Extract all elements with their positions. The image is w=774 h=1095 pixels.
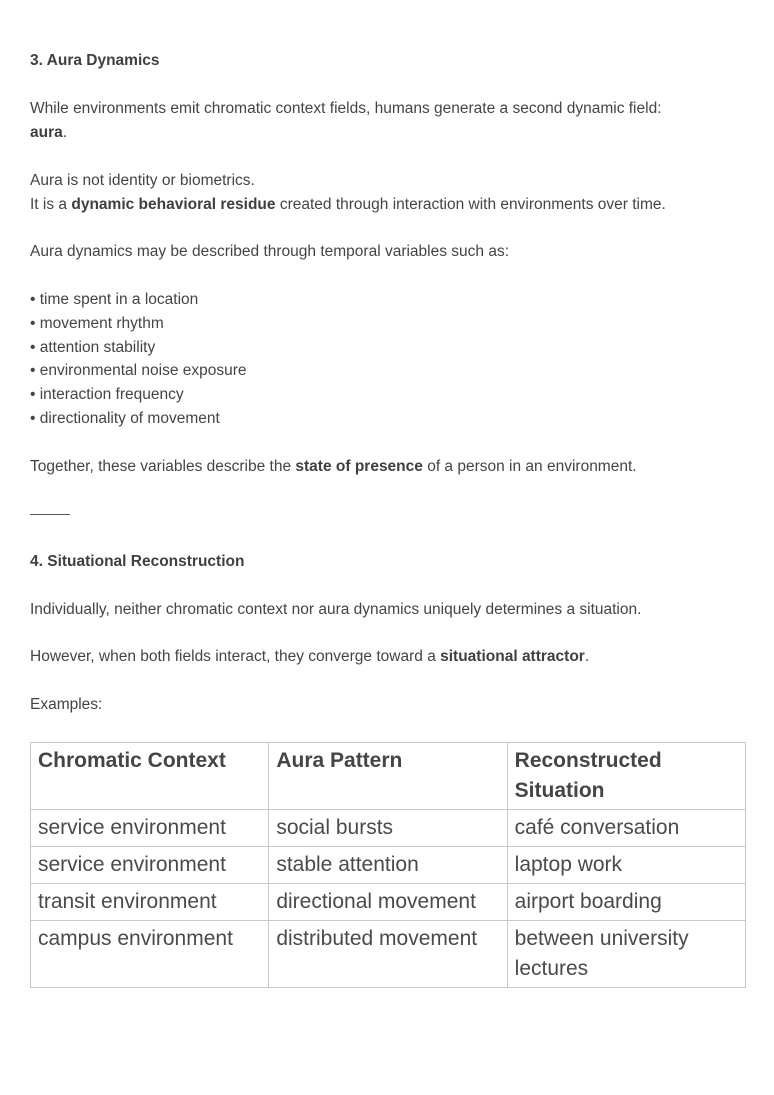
list-item: • directionality of movement	[30, 410, 220, 427]
examples-label: Examples:	[30, 696, 103, 713]
table-row	[31, 884, 746, 921]
table-cell: campus environment	[31, 921, 269, 988]
table-header-row	[31, 743, 746, 810]
section-heading-aura-dynamics: 3. Aura Dynamics	[30, 52, 160, 69]
situation-paragraph-1: Individually, neither chromatic context nor aura dynamics uniquely determines a situation.	[30, 601, 642, 618]
situation-examples-table	[30, 742, 746, 988]
table-cell: directional movement	[269, 884, 507, 921]
table-cell: social bursts	[269, 810, 507, 847]
table-cell: distributed movement	[269, 921, 507, 988]
table-cell: laptop work	[507, 847, 745, 884]
presence-pre: Together, these variables describe the	[30, 458, 296, 475]
column-header-chromatic-context: Chromatic Context	[31, 743, 269, 810]
table-row	[31, 921, 746, 988]
list-item: • attention stability	[30, 339, 156, 356]
section-divider	[30, 514, 70, 515]
aura-definition-line: Aura is not identity or biometrics.	[30, 172, 255, 189]
aura-intro-paragraph	[30, 97, 662, 121]
table-row	[31, 810, 746, 847]
list-item: • environmental noise exposure	[30, 362, 247, 379]
table-cell: transit environment	[31, 884, 269, 921]
table-row	[31, 847, 746, 884]
presence-summary	[30, 455, 637, 479]
attractor-term: situational attractor	[440, 648, 585, 665]
aura-residue-line	[30, 193, 666, 217]
section-heading-situational-reconstruction: 4. Situational Reconstruction	[30, 553, 245, 570]
aura-term: aura	[30, 124, 63, 141]
table-cell: between university lectures	[507, 921, 745, 988]
residue-term: dynamic behavioral residue	[71, 196, 276, 213]
table-cell: service environment	[31, 810, 269, 847]
attractor-pre: However, when both fields interact, they converge toward a	[30, 648, 441, 665]
situation-paragraph-2	[30, 645, 589, 669]
column-header-reconstructed-situation: Reconstructed Situation	[507, 743, 745, 810]
attractor-post: .	[584, 648, 590, 665]
aura-intro-paragraph-end	[30, 121, 67, 145]
table-cell: airport boarding	[507, 884, 745, 921]
column-header-aura-pattern: Aura Pattern	[269, 743, 507, 810]
residue-post: created through interaction with environments over time.	[275, 196, 666, 213]
table-cell: café conversation	[507, 810, 745, 847]
list-item: • movement rhythm	[30, 315, 164, 332]
presence-term: state of presence	[295, 458, 423, 475]
table-cell: service environment	[31, 847, 269, 884]
residue-pre: It is a	[30, 196, 72, 213]
aura-intro-period: .	[62, 124, 68, 141]
table-cell: stable attention	[269, 847, 507, 884]
list-item: • time spent in a location	[30, 291, 199, 308]
list-item: • interaction frequency	[30, 386, 184, 403]
aura-intro-text: While environments emit chromatic context fields, humans generate a second dynamic field:	[30, 100, 662, 117]
presence-post: of a person in an environment.	[422, 458, 637, 475]
variables-intro: Aura dynamics may be described through temporal variables such as:	[30, 243, 510, 260]
